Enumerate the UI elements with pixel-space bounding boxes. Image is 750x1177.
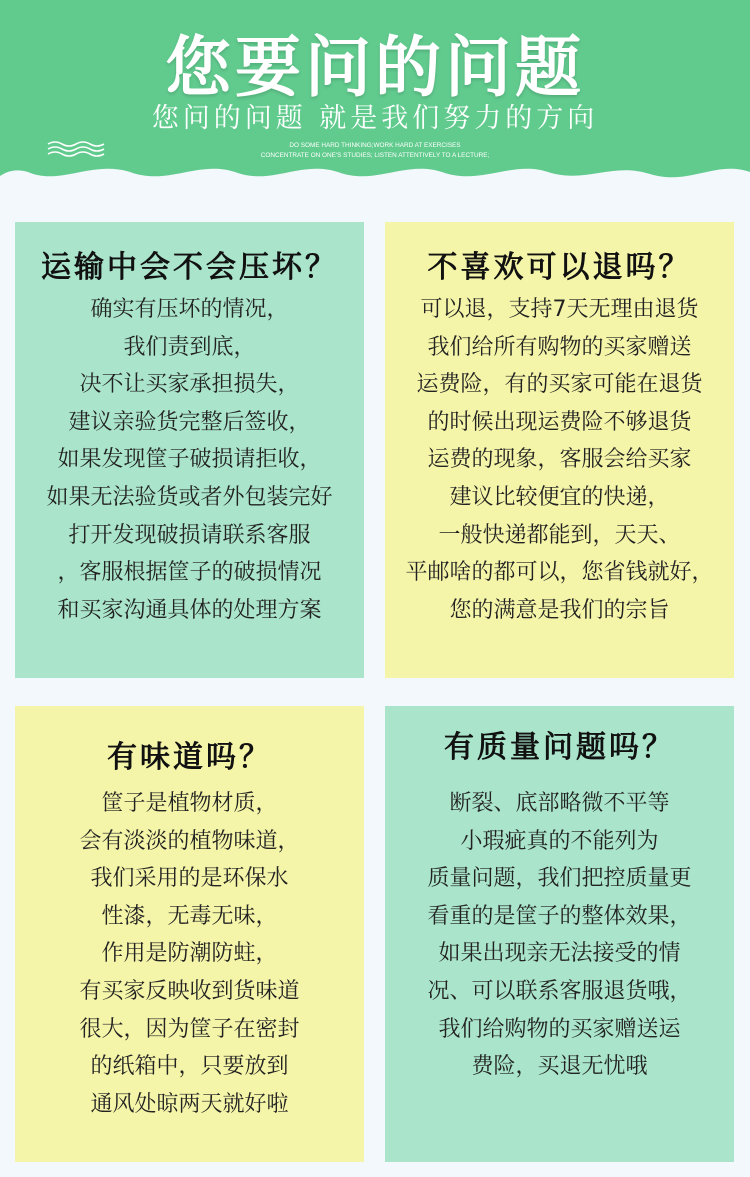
faq-line: 运费的现象，客服会给买家 bbox=[427, 447, 692, 473]
faq-line: 筐子是植物材质， bbox=[101, 791, 278, 816]
faq-line: 会有淡淡的植物味道， bbox=[79, 828, 300, 854]
faq-line: 一般快递都能到，天天、 bbox=[438, 522, 681, 548]
faq-line: ，客服根据筐子的破损情况 bbox=[57, 560, 322, 586]
faq-line: 小瑕疵真的不能列为 bbox=[460, 828, 659, 854]
header-banner bbox=[0, 0, 750, 200]
faq-card-quality bbox=[385, 706, 734, 1162]
faq-line: 看重的是筐子的整体效果， bbox=[427, 903, 692, 929]
english-line: DO SOME HARD THINKING;WORK HARD AT EXERCISES bbox=[289, 142, 461, 149]
faq-line: 的时候出现运费险不够退货 bbox=[427, 409, 692, 435]
faq-card-odor bbox=[15, 706, 364, 1162]
page-subtitle: 您问的问题 就是我们努力的方向 bbox=[151, 103, 599, 134]
faq-line: 作用是防潮防蛀， bbox=[101, 941, 278, 967]
faq-line: 有买家反映收到货味道 bbox=[79, 978, 300, 1004]
faq-line: 可以退，支持7天无理由退货 bbox=[420, 297, 699, 322]
faq-line: 断裂、底部略微不平等 bbox=[449, 791, 670, 816]
faq-line: 通风处晾两天就好啦 bbox=[90, 1091, 289, 1117]
faq-card-shipping-damage bbox=[15, 222, 364, 678]
english-line: CONCENTRATE ON ONE'S STUDIES; LISTEN ATTENTIVELY TO A LECTURE; bbox=[260, 152, 490, 159]
faq-line: 确实有压坏的情况， bbox=[90, 297, 289, 322]
faq-line: 我们给购物的买家赠送运 bbox=[438, 1016, 681, 1042]
faq-card-returns bbox=[385, 222, 734, 678]
faq-line: 如果出现亲无法接受的情 bbox=[438, 941, 681, 967]
faq-line: 如果无法验货或者外包装完好 bbox=[46, 484, 333, 510]
faq-line: 我们给所有购物的买家赠送 bbox=[427, 334, 692, 360]
faq-line: 如果发现筐子破损请拒收， bbox=[57, 447, 322, 473]
faq-line: 很大，因为筐子在密封 bbox=[79, 1016, 300, 1042]
english-caption bbox=[0, 141, 750, 161]
faq-card-body bbox=[15, 291, 364, 629]
faq-card-body bbox=[385, 785, 734, 1086]
faq-card-body bbox=[15, 785, 364, 1123]
faq-card-title: 有味道吗？ bbox=[107, 740, 272, 775]
faq-line: 质量问题，我们把控质量更 bbox=[427, 866, 692, 892]
page-title: 您要问的问题 bbox=[165, 29, 585, 106]
faq-line: 的纸箱中，只要放到 bbox=[90, 1054, 289, 1080]
faq-line: 性漆，无毒无味， bbox=[101, 903, 278, 929]
faq-line: 我们责到底， bbox=[123, 334, 256, 360]
faq-line: 和买家沟通具体的处理方案 bbox=[57, 597, 322, 623]
faq-line: 决不让买家承担损失， bbox=[79, 372, 300, 398]
faq-line: 况、可以联系客服退货哦， bbox=[427, 978, 692, 1004]
faq-line: 运费险，有的买家可能在退货 bbox=[416, 372, 703, 398]
faq-card-title: 不喜欢可以退吗？ bbox=[427, 250, 692, 285]
faq-line: 建议比较便宜的快递， bbox=[449, 484, 670, 510]
faq-card-title: 有质量问题吗？ bbox=[444, 730, 675, 765]
faq-line: 我们采用的是环保水 bbox=[90, 866, 289, 892]
faq-line: 建议亲验货完整后签收， bbox=[68, 409, 311, 435]
faq-card-body bbox=[385, 291, 734, 629]
faq-line: 您的满意是我们的宗旨 bbox=[449, 597, 670, 623]
faq-card-title: 运输中会不会压坏？ bbox=[41, 250, 338, 285]
faq-line: 打开发现破损请联系客服 bbox=[68, 522, 311, 548]
faq-line: 平邮啥的都可以，您省钱就好， bbox=[405, 560, 714, 586]
faq-line: 费险，买退无忧哦 bbox=[471, 1054, 648, 1080]
